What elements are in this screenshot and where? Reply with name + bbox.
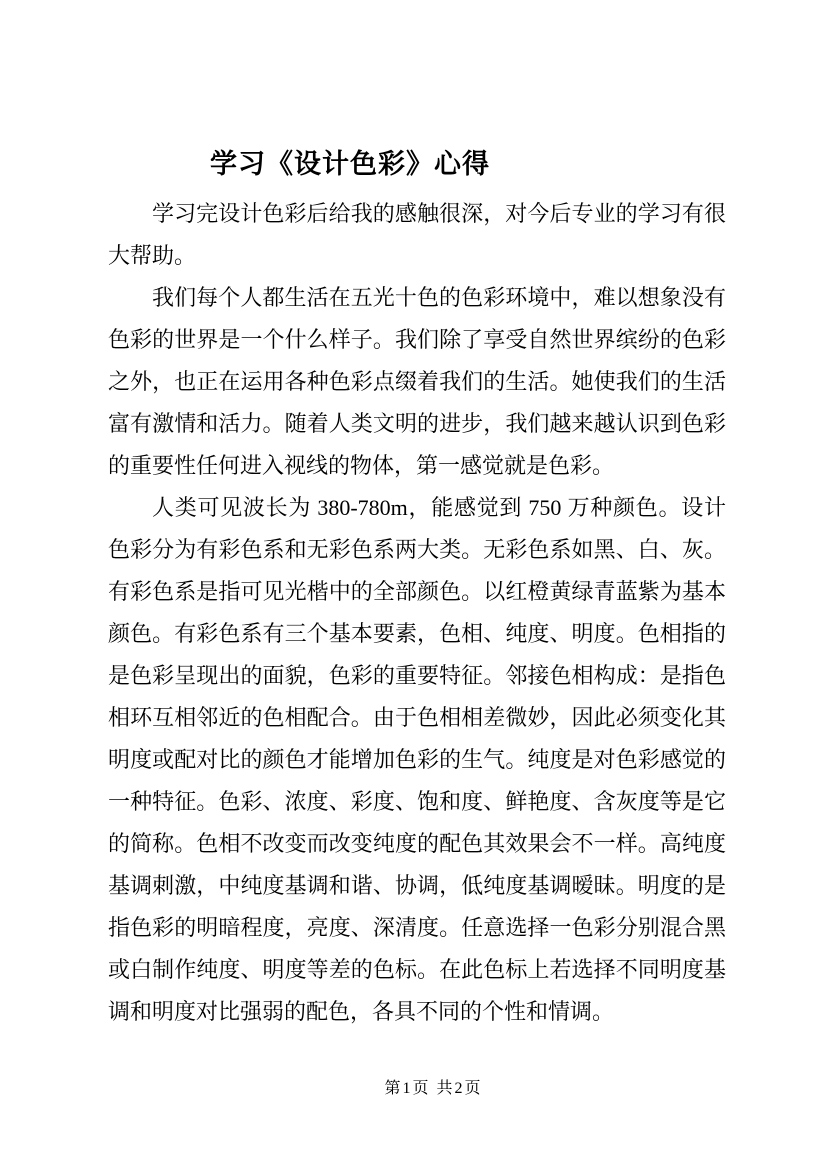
body-paragraph-color-theory: 人类可见波长为 380-780m，能感觉到 750 万种颜色。设计色彩分为有彩色系和无彩色系两大类。无彩色系如黑、白、灰。有彩色系是指可见光楷中的全部颜色。以红橙黄绿青蓝紫为基本颜色。有彩色系有三个基本要素，色相、纯度、明度。色相指的是色彩呈现出的面貌，色彩的重要特征。邻接色相构成：是指色相环互相邻近的色相配合。由于色相相差微妙，因此必须变化其明度或配对比的颜色才能增加色彩的生气。纯度是对色彩感觉的一种特征。色彩、浓度、彩度、饱和度、鲜艳度、含灰度等是它的简称。色相不改变而改变纯度的配色其效果会不一样。高纯度基调刺激，中纯度基调和谐、协调，低纯度基调暧昧。明度的是指色彩的明暗程度，亮度、深清度。任意选择一色彩分别混合黑或白制作纯度、明度等差的色标。在此色标上若选择不同明度基调和明度对比强弱的配色，各具不同的个性和情调。: [108, 495, 726, 1024]
page-title: 学习《设计色彩》心得: [210, 149, 490, 179]
body-paragraph-intro: 学习完设计色彩后给我的感触很深，对今后专业的学习有很大帮助。: [108, 201, 726, 268]
page-number-footer: 第1页 共2页: [384, 1080, 483, 1097]
document-body: [108, 142, 726, 1033]
body-paragraph-color-environment: 我们每个人都生活在五光十色的色彩环境中，难以想象没有色彩的世界是一个什么样子。我们除了享受自然世界缤纷的色彩之外，也正在运用各种色彩点缀着我们的生活。她使我们的生活富有激情和活力。随着人类文明的进步，我们越来越认识到色彩的重要性任何进入视线的物体，第一感觉就是色彩。: [108, 285, 726, 478]
